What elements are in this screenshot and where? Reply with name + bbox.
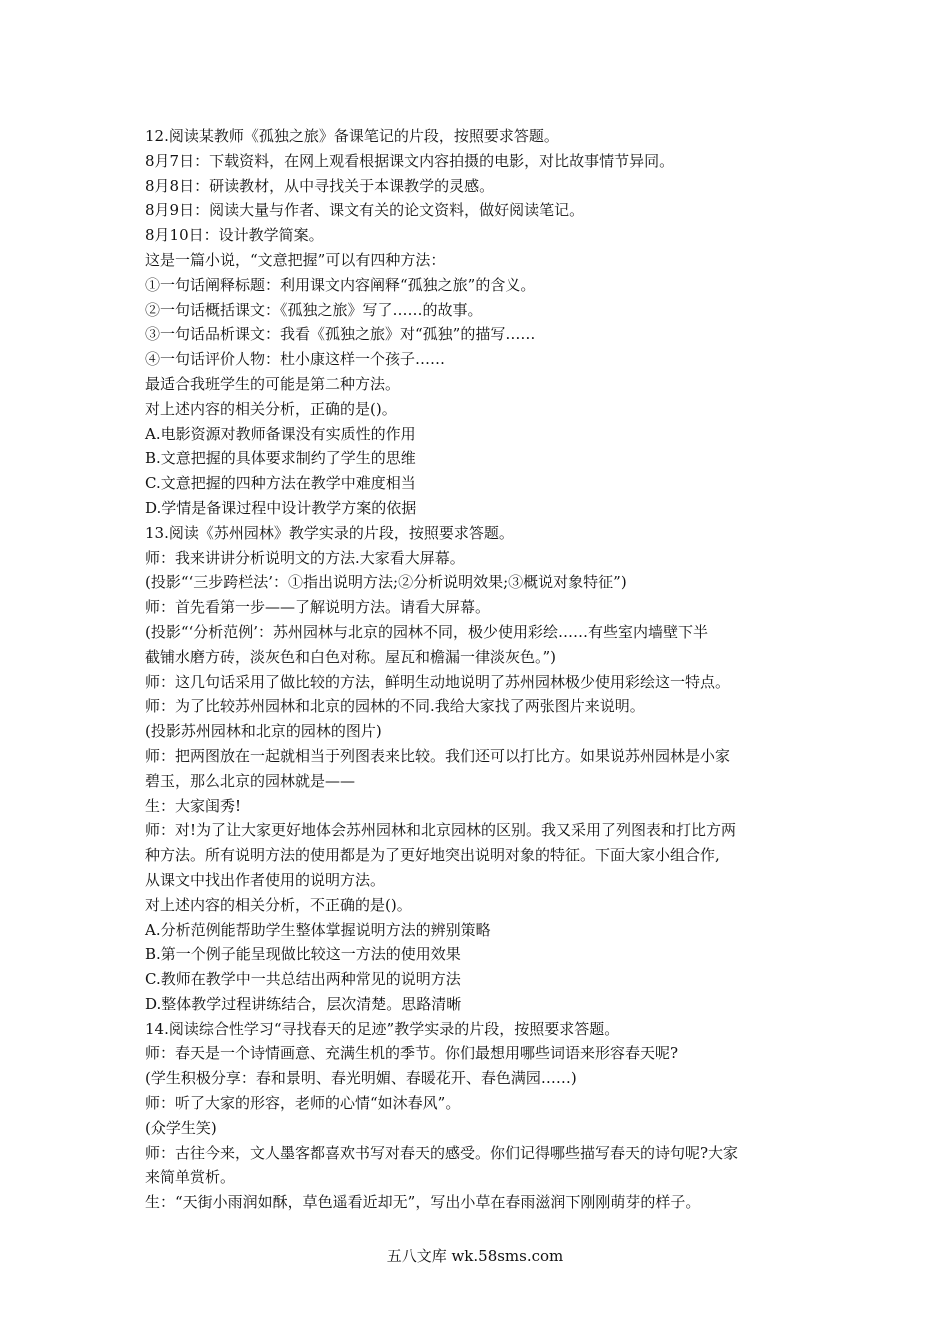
text-line: (投影“‘三步跨栏法’：①指出说明方法;②分析说明效果;③概说对象特征”) [145,573,627,592]
document-body [145,124,810,1215]
text-line: 师：首先看第一步——了解说明方法。请看大屏幕。 [145,598,491,617]
text-line: (学生积极分享：春和景明、春光明媚、春暖花开、春色满园……) [145,1069,577,1088]
text-line: (投影苏州园林和北京的园林的图片) [145,722,382,741]
text-line: 截铺水磨方砖，淡灰色和白色对称。屋瓦和檐漏一律淡灰色。”) [145,647,557,666]
text-line: 来简单赏析。 [145,1168,236,1187]
text-line: 师：把两图放在一起就相当于列图表来比较。我们还可以打比方。如果说苏州园林是小家 [145,746,731,765]
text-line: 生：大家闺秀! [145,796,242,815]
text-line: (众学生笑) [145,1118,217,1137]
text-line: 师：听了大家的形容，老师的心情“如沐春风”。 [145,1094,461,1113]
question-prompt: 对上述内容的相关分析，正确的是()。 [145,399,397,418]
text-line: 碧玉，那么北京的园林就是—— [145,771,356,790]
question-13-heading: 13.阅读《苏州园林》教学实录的片段，按照要求答题。 [145,523,514,542]
option-c: C.文意把握的四种方法在教学中难度相当 [145,474,416,493]
footer-watermark: 五八文库 wk.58sms.com [386,1247,564,1265]
option-c: C.教师在教学中一共总结出两种常见的说明方法 [145,970,461,989]
text-line: 种方法。所有说明方法的使用都是为了更好地突出说明对象的特征。下面大家小组合作, [145,846,720,865]
text-line: ①一句话阐释标题：利用课文内容阐释“孤独之旅”的含义。 [145,275,536,294]
text-line: 师：为了比较苏州园林和北京的园林的不同.我给大家找了两张图片来说明。 [145,697,645,716]
text-line: 生：“天街小雨润如酥，草色遥看近却无”，写出小草在春雨滋润下刚刚萌芽的样子。 [145,1193,701,1212]
text-line: ③一句话品析课文：我看《孤独之旅》对“孤独”的描写…… [145,325,536,344]
option-b: B.第一个例子能呈现做比较这一方法的使用效果 [145,945,461,964]
question-prompt: 对上述内容的相关分析，不正确的是()。 [145,895,412,914]
option-a: A.电影资源对教师备课没有实质性的作用 [145,424,416,443]
text-line: 8月8日：研读教材，从中寻找关于本课教学的灵感。 [145,176,495,195]
text-line: ②一句话概括课文：《孤独之旅》写了……的故事。 [145,300,483,319]
text-line: 这是一篇小说，“文意把握”可以有四种方法： [145,250,446,269]
text-line: 8月9日：阅读大量与作者、课文有关的论文资料，做好阅读笔记。 [145,201,585,220]
question-14-heading: 14.阅读综合性学习“寻找春天的足迹”教学实录的片段，按照要求答题。 [145,1019,620,1038]
option-d: D.学情是备课过程中设计教学方案的依据 [145,498,417,517]
text-line: 师：我来讲讲分析说明文的方法.大家看大屏幕。 [145,548,465,567]
text-line: (投影“‘分析范例’：苏州园林与北京的园林不同，极少使用彩绘……有些室内墙壁下半 [145,622,709,641]
text-line: 最适合我班学生的可能是第二种方法。 [145,374,401,393]
option-b: B.文意把握的具体要求制约了学生的思维 [145,449,416,468]
text-line: 从课文中找出作者使用的说明方法。 [145,870,386,889]
option-d: D.整体教学过程讲练结合，层次清楚。思路清晰 [145,994,462,1013]
text-line: 8月7日：下载资料，在网上观看根据课文内容拍摄的电影，对比故事情节异同。 [145,151,675,170]
question-12-heading: 12.阅读某教师《孤独之旅》备课笔记的片段，按照要求答题。 [145,127,559,145]
text-line: 师：古往今来，文人墨客都喜欢书写对春天的感受。你们记得哪些描写春天的诗句呢?大家 [145,1143,739,1162]
text-line: 师：对!为了让大家更好地体会苏州园林和北京园林的区别。我又采用了列图表和打比方两 [145,821,737,840]
text-line: 8月10日：设计教学简案。 [145,226,324,245]
text-line: ④一句话评价人物：杜小康这样一个孩子…… [145,350,446,369]
option-a: A.分析范例能帮助学生整体掌握说明方法的辨别策略 [145,920,491,939]
text-line: 师：春天是一个诗情画意、充满生机的季节。你们最想用哪些词语来形容春天呢? [145,1044,679,1063]
text-line: 师：这几句话采用了做比较的方法，鲜明生动地说明了苏州园林极少使用彩绘这一特点。 [145,672,731,691]
